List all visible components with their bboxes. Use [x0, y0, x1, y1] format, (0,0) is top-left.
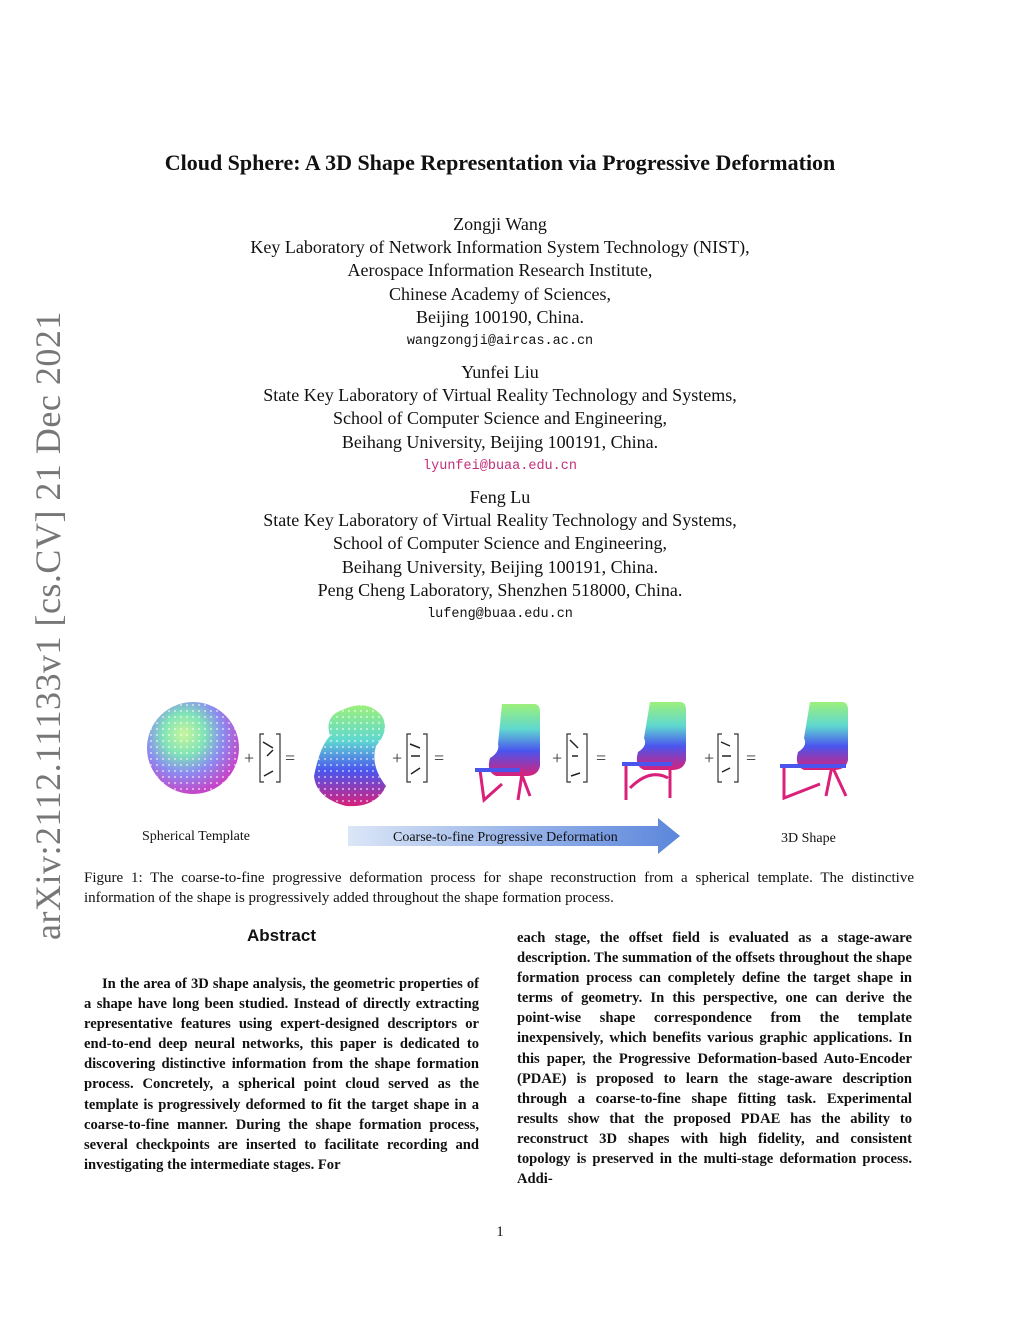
author-email[interactable]: lyunfei@buaa.edu.cn: [423, 459, 577, 475]
spherical-template-image: [147, 702, 239, 794]
affiliation-line: Chinese Academy of Sciences,: [389, 283, 611, 304]
author-email[interactable]: lufeng@buaa.edu.cn: [427, 607, 573, 623]
figure-deformation: [130, 690, 930, 865]
spherical-template-label: Spherical Template: [142, 829, 251, 844]
arxiv-stamp: arXiv:2112.11133v1 [cs.CV] 21 Dec 2021: [28, 311, 68, 940]
author-name: Yunfei Liu: [461, 362, 539, 383]
author-name: Zongji Wang: [453, 214, 547, 234]
plus-sign: +: [244, 748, 255, 768]
author-name: Feng Lu: [469, 487, 531, 508]
affiliation-line: Key Laboratory of Network Information System Technology (NIST),: [250, 237, 750, 257]
affiliation-line: Aerospace Information Research Institute,: [347, 260, 653, 281]
offset-operator: [552, 734, 606, 782]
affiliation-line: School of Computer Science and Engineering,: [333, 408, 667, 429]
shape-label: 3D Shape: [781, 831, 836, 846]
author-block: [0, 486, 1000, 626]
abstract-column-right: each stage, the offset field is evaluated as a stage-aware description. The summation of the offsets throughout the shape formation process can completely define the target shape in terms of geometry. In this perspective, one can derive the point-wise shape correspondence from the template inexpensively, which benefits various graphic applications. In this paper, the Progressive Deformation-based Auto-Encoder (PDAE) is proposed to learn the stage-aware description through a coarse-to-fine shape fitting task. Experimental results show that the proposed PDAE has the ability to reconstruct 3D shapes with high fidelity, and consistent topology is preserved in the multi-stage deformation process. Addi-: [517, 930, 912, 1188]
paper-title: Cloud Sphere: A 3D Shape Representation via Progressive Deformation: [164, 150, 836, 175]
affiliation-line: Beihang University, Beijing 100191, China.: [341, 556, 659, 577]
plus-sign: +: [392, 748, 403, 768]
author-email[interactable]: wangzongji@aircas.ac.cn: [406, 334, 594, 350]
page-number: 1: [496, 1224, 504, 1240]
offset-operator: [704, 734, 756, 782]
affiliation-line: State Key Laboratory of Virtual Reality Technology and Systems,: [263, 510, 737, 531]
abstract-heading: Abstract: [247, 926, 316, 945]
figure-graphic: [130, 690, 930, 865]
affiliation-line: School of Computer Science and Engineering,: [333, 533, 667, 554]
figure-caption: Figure 1: The coarse-to-fine progressive deformation process for shape reconstruction from a spherical template. The distinctive information of the shape is progressively added throughout the shape formation process.: [84, 870, 914, 906]
affiliation-line: State Key Laboratory of Virtual Reality Technology and Systems,: [263, 385, 737, 406]
stage-1-shape-image: [314, 705, 386, 806]
affiliation-line: Beihang University, Beijing 100191, China.: [341, 431, 659, 452]
stage-2-shape-image: [475, 704, 540, 800]
equals-sign: =: [596, 748, 607, 768]
author-block: [0, 213, 1000, 353]
affiliation-line: Peng Cheng Laboratory, Shenzhen 518000, China.: [317, 579, 683, 600]
author-list: [0, 213, 1000, 634]
plus-sign: +: [704, 748, 715, 768]
progression-label: Coarse-to-fine Progressive Deformation: [393, 830, 618, 845]
abstract-column-left: In the area of 3D shape analysis, the geometric properties of a shape have long been studied. Instead of directly extracting representative features using expert-designed descriptors or end-to-end deep neural networks, this paper is dedicated to discovering distinctive information from the shape formation process. Concretely, a spherical point cloud served as the template is progressively deformed to fit the target shape in a coarse-to-fine manner. During the shape formation process, several checkpoints are inserted to facilitate recording and investigating the intermediate stages. For: [84, 976, 479, 1173]
author-block: [0, 361, 1000, 478]
affiliation-line: Beijing 100190, China.: [416, 306, 584, 327]
offset-operator: [392, 734, 444, 782]
plus-sign: +: [552, 748, 563, 768]
final-3d-shape-image: [780, 702, 848, 798]
equals-sign: =: [434, 748, 445, 768]
equals-sign: =: [285, 748, 296, 768]
equals-sign: =: [746, 748, 757, 768]
stage-3-shape-image: [622, 702, 686, 800]
offset-operator: [244, 734, 295, 782]
